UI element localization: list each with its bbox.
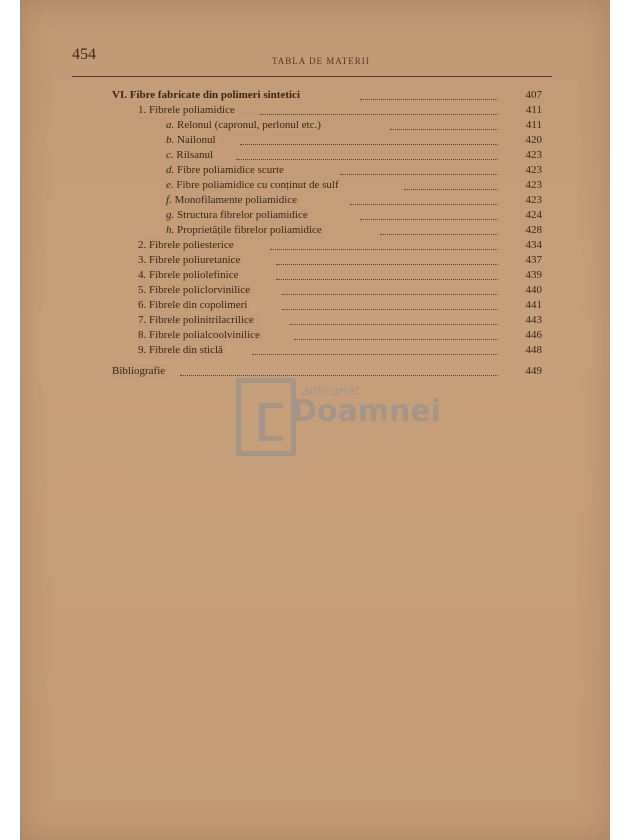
toc-entry-letter: b. [166, 134, 175, 146]
toc-entry-page: 449 [525, 365, 542, 377]
toc-entry-letter: g. [166, 209, 175, 221]
toc-entry-label: 2. Fibrele poliesterice [138, 238, 237, 252]
header-rule [72, 76, 552, 77]
toc-entry-page: 424 [525, 209, 542, 221]
dot-leader [240, 130, 498, 145]
toc-entry-label: 6. Fibrele din copolimeri [138, 298, 250, 312]
toc-entry-letter: a. [166, 119, 175, 131]
book-page [20, 0, 610, 840]
dot-leader [252, 340, 498, 355]
toc-entry-label: Fibre poliamidice cu conținut de sulf [176, 179, 339, 191]
toc-entry-page: 440 [525, 284, 542, 296]
toc-entry-page: 434 [525, 239, 542, 251]
toc-entry-letter: d. [166, 164, 175, 176]
toc-entry-label: Bibliografie [112, 364, 168, 378]
toc-entry-label: 4. Fibrele poliolefinice [138, 268, 242, 282]
toc-entry-label: Monofilamente poliamidice [174, 194, 298, 206]
dot-leader [282, 280, 498, 295]
dot-leader [236, 145, 498, 160]
toc-entry-label: 9. Fibrele din sticlă [138, 343, 226, 357]
toc-entry-label: Fibre poliamidice scurte [177, 164, 284, 176]
toc-entry-label: Proprietățile fibrelor poliamidice [177, 224, 322, 236]
dot-leader [350, 190, 498, 205]
toc-entry-letter: c. [166, 149, 174, 161]
dot-leader [404, 175, 498, 190]
watermark-logo [236, 378, 442, 462]
watermark-small-text: anticariat [302, 384, 360, 398]
toc-entry-page: 423 [525, 164, 542, 176]
toc-entry-label: 8. Fibrele polialcoolvinilice [138, 328, 263, 342]
toc-entry-label: Relonul (capronul, perlonul etc.) [177, 119, 321, 131]
dot-leader [340, 160, 498, 175]
toc-entry-page: 441 [525, 299, 542, 311]
running-title: TABLA DE MATERII [272, 56, 370, 66]
toc-entry-page: 423 [525, 149, 542, 161]
dot-leader [276, 265, 498, 280]
toc-entry-label: Nailonul [177, 134, 216, 146]
toc-entry-page: 411 [525, 104, 542, 116]
toc-entry-page: 407 [525, 89, 542, 101]
dot-leader [294, 325, 498, 340]
toc-entry-page: 411 [525, 119, 542, 131]
toc-entry-letter: f. [166, 194, 172, 206]
dot-leader [360, 85, 498, 100]
toc-entry-page: 437 [525, 254, 542, 266]
toc-entry-label: 3. Fibrele poliuretanice [138, 253, 243, 267]
dot-leader [270, 235, 498, 250]
toc-entry-page: 423 [525, 194, 542, 206]
dot-leader [260, 100, 498, 115]
watermark-box-icon [236, 378, 296, 456]
dot-leader [276, 250, 498, 265]
dot-leader [290, 310, 498, 325]
toc-entry-page: 423 [525, 179, 542, 191]
toc-entry-page: 446 [525, 329, 542, 341]
toc-entry-page: 443 [525, 314, 542, 326]
toc-entry-label: Rilsanul [176, 149, 214, 161]
toc-entry-label: VI. Fibre fabricate din polimeri sintetici [112, 88, 303, 102]
watermark-big-text: Doamnei [292, 394, 442, 429]
toc-entry-label: 5. Fibrele policlorvinilice [138, 283, 253, 297]
page-number: 454 [72, 46, 96, 63]
dot-leader [360, 205, 498, 220]
toc-entry-letter: h. [166, 224, 175, 236]
toc-entry-page: 448 [525, 344, 542, 356]
dot-leader [180, 361, 498, 376]
toc-entry-page: 420 [525, 134, 542, 146]
toc-entry-label: 7. Fibrele polinitrilacrilice [138, 313, 257, 327]
toc-entry-page: 439 [525, 269, 542, 281]
dot-leader [390, 115, 498, 130]
dot-leader [282, 295, 498, 310]
toc-entry-label: 1. Fibrele poliamidice [138, 103, 238, 117]
dot-leader [380, 220, 498, 235]
toc-entry-label: Structura fibrelor poliamidice [177, 209, 308, 221]
toc-entry-page: 428 [525, 224, 542, 236]
toc-entry-letter: e. [166, 179, 174, 191]
